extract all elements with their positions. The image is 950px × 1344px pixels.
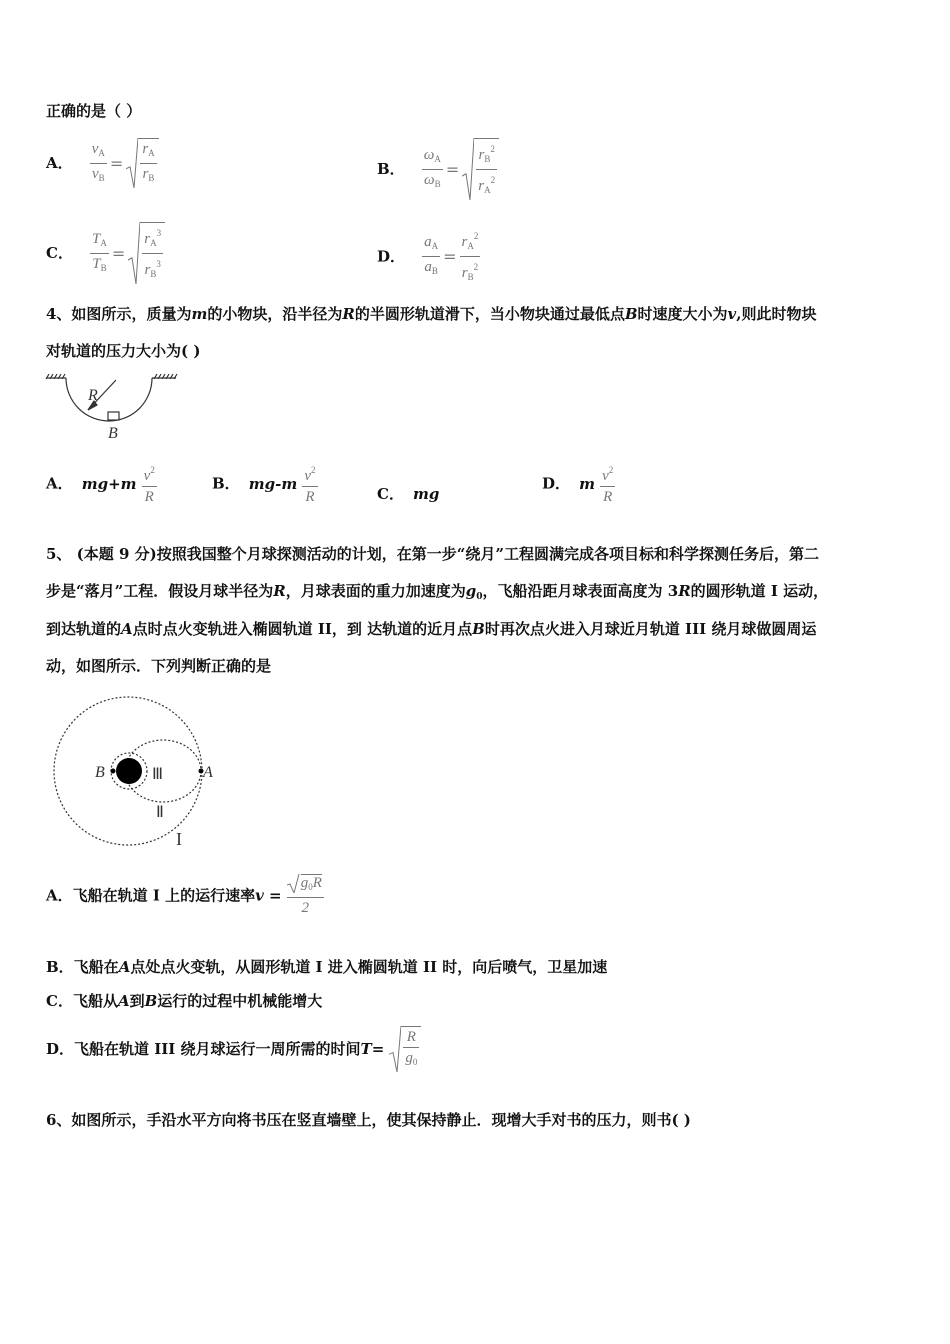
q4-option-b: B． mg-m $\frac{v^2}{R}$ (212, 460, 318, 507)
q3-stem-tail: 正确的是（ ） (46, 102, 142, 120)
option-label: C． (46, 244, 73, 262)
q3-option-b: B． $\frac{\omega_A}{\omega_B}$ = $\frac{r_B^2}{r_A^2}$ (377, 138, 499, 200)
q5-option-b: B．飞船在A点处点火变轨，从圆形轨道 I 进入椭圆轨道 II 时，向后喷气，卫星加速 (46, 958, 608, 976)
q6-stem-line1: 6、如图所示，手沿水平方向将书压在竖直墙壁上，使其保持静止．现增大手对书的压力，则书( ) (46, 1111, 691, 1129)
point-a-label: A (203, 764, 213, 781)
q5-option-d: D．飞船在轨道 III 绕月球运行一周所需的时间T= $\frac{R}{g_0}$ (46, 1026, 421, 1072)
q4-option-a: A． mg+m $\frac{v^2}{R}$ (46, 460, 157, 507)
q3-option-c: C． $\frac{T_A}{T_B}$ = $\frac{r_A^3}{r_B^3}$ (46, 222, 165, 284)
option-label: B． (377, 160, 405, 178)
q4-track-figure (44, 372, 184, 444)
option-label: A． (46, 154, 73, 172)
q3-option-d: D． $\frac{a_A}{a_B}$ = $\frac{r_A^2}{r_B^2}$ (377, 226, 480, 287)
q4-stem-line2: 对轨道的压力大小为( ) (46, 342, 201, 360)
orbit-III-label: Ⅲ (152, 766, 164, 783)
q5-stem-line4: 动，如图所示．下列判断正确的是 (46, 657, 272, 675)
q4-option-d: D． m $\frac{v^2}{R}$ (542, 460, 615, 507)
q5-option-c: C．飞船从A到B运行的过程中机械能增大 (46, 992, 323, 1010)
option-label: D． (377, 247, 406, 266)
q4-stem-line1: 4、如图所示，质量为m的小物块，沿半径为R的半圆形轨道滑下，当小物块通过最低点B时速度大小为v,则此时物块 (46, 305, 817, 323)
point-b-label: B (95, 764, 105, 781)
q3-option-a: A． $\frac{v_A}{v_B}$ = $\frac{r_A}{r_B}$ (46, 138, 159, 188)
orbit-I-label: I (176, 829, 182, 849)
point-b-label: B (108, 425, 118, 442)
q5-option-a: A．飞船在轨道 I 上的运行速率v = $\frac{g_0R}{2}$ (46, 875, 322, 916)
orbit-II-label: Ⅱ (156, 804, 164, 821)
q5-orbit-figure (48, 693, 223, 853)
radius-label: R (88, 387, 98, 404)
q5-stem-line3: 到达轨道的A点时点火变轨进入椭圆轨道 II，到 达轨道的近月点B时再次点火进入月球近月轨道 III 绕月球做圆周运 (46, 620, 817, 638)
q5-stem-line2: 步是“落月”工程．假设月球半径为R，月球表面的重力加速度为$g_0$，飞船沿距月球表面高度为 3R的圆形轨道 I 运动， (46, 582, 829, 602)
moon (116, 758, 142, 784)
q4-option-c: C． mg (377, 485, 440, 503)
q5-stem-line1: 5、 (本题 9 分)按照我国整个月球探测活动的计划，在第一步“绕月”工程圆满完成各项目标和科学探测任务后，第二 (46, 545, 819, 563)
